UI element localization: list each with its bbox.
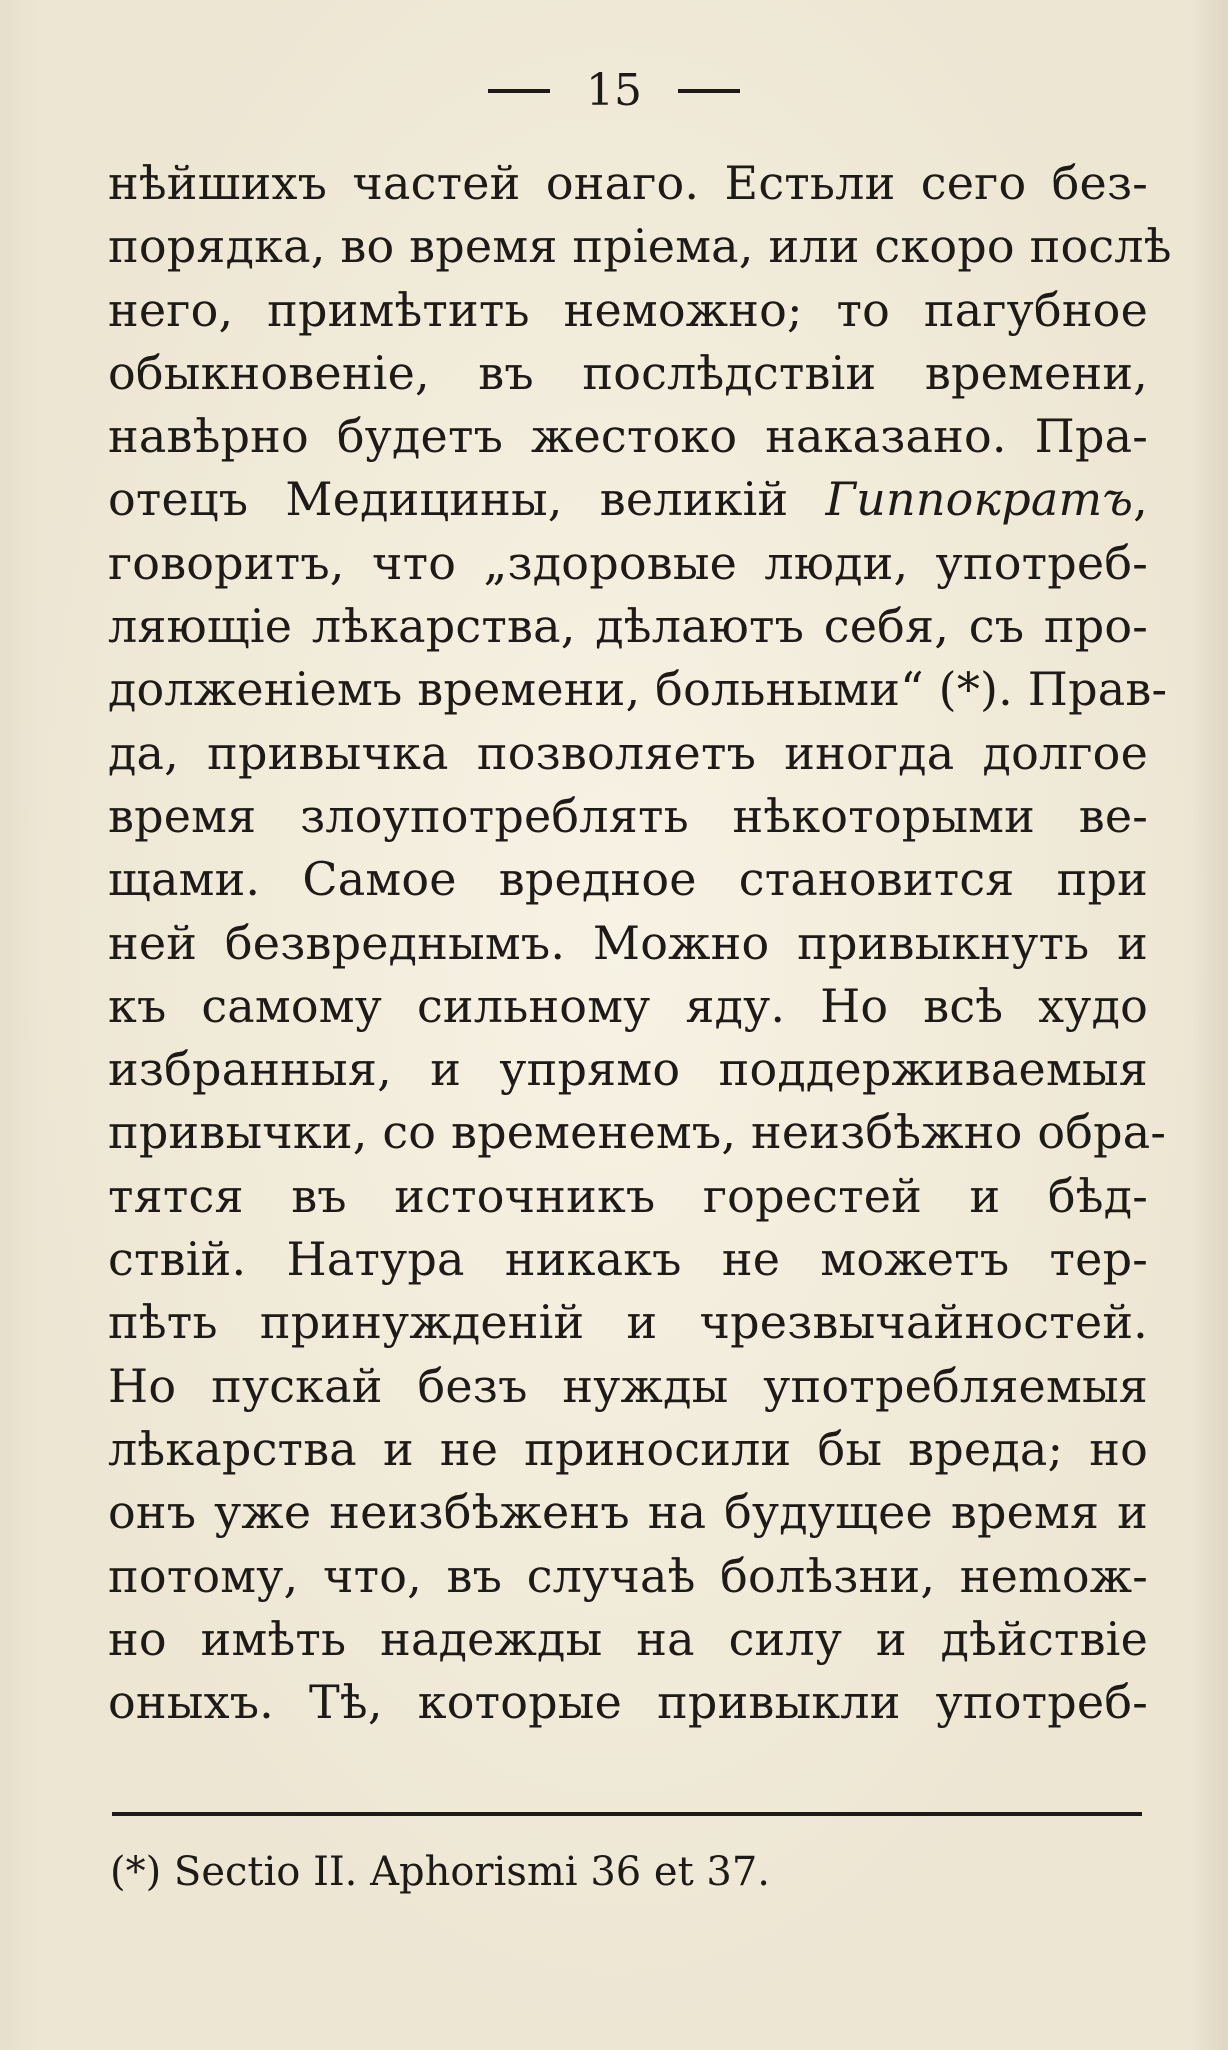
text-line: Но пускай безъ нужды употребляемыя — [108, 1358, 1148, 1413]
text-line: порядка, во время пріема, или скоро послѣ — [108, 219, 1172, 274]
text-line: потому, что, въ случаѣ болѣзни, неmож- — [108, 1548, 1148, 1603]
italic-suffix: , — [1133, 472, 1148, 527]
body-text — [108, 152, 1172, 1734]
text-line: тятся въ источникъ горестей и бѣд- — [108, 1168, 1148, 1223]
text-line: онъ уже неизбѣженъ на будущее время и — [108, 1485, 1148, 1540]
text-line: навѣрно будетъ жестоко наказано. Пра- — [108, 409, 1148, 464]
text-line: обыкновеніе, въ послѣдствіи времени, — [108, 345, 1148, 400]
text-line: къ самому сильному яду. Но всѣ худо — [108, 978, 1148, 1033]
text-line: лѣкарства и не приносили бы вреда; но — [108, 1421, 1148, 1476]
text-line: привычки, со временемъ, неизбѣжно обра- — [108, 1105, 1167, 1160]
text-line: но имѣть надежды на силу и дѣйствіе — [108, 1611, 1148, 1666]
text-line: говоритъ, что „здоровые люди, употреб- — [108, 535, 1148, 590]
text-line: ствій. Натура никакъ не можетъ тер- — [108, 1232, 1148, 1287]
text-line-with-name — [108, 468, 1148, 531]
text-line: нѣйшихъ частей онаго. Естьли сего без- — [108, 156, 1148, 210]
text-line: щами. Самое вредное становится при — [108, 852, 1148, 907]
footnote: (*) Sectio II. Aphorismi 36 et 37. — [110, 1849, 770, 1895]
text-line: него, примѣтить неможно; то пагубное — [108, 282, 1148, 337]
page-number: 15 — [586, 64, 642, 116]
footnote-divider — [112, 1812, 1142, 1816]
text-line: время злоупотреблять нѣкоторыми ве- — [108, 788, 1148, 843]
header-dash-right — [678, 89, 740, 93]
page-header — [0, 58, 1228, 121]
text-line: оныхъ. Тѣ, которые привыкли употреб- — [108, 1675, 1148, 1730]
text-line-prefix: отецъ Медицины, великій — [108, 472, 789, 527]
text-line: долженіемъ времени, больными“ (*). Прав- — [108, 662, 1168, 717]
text-line: ляющіе лѣкарства, дѣлаютъ себя, съ про- — [108, 599, 1148, 654]
text-line: избранныя, и упрямо поддерживаемыя — [108, 1042, 1148, 1097]
italic-name: Гиппократъ — [825, 472, 1134, 527]
text-line: да, привычка позволяетъ иногда долгое — [108, 725, 1148, 780]
text-line: пѣть принужденій и чрезвычайностей. — [108, 1295, 1148, 1350]
header-dash-left — [488, 89, 550, 93]
text-line: ней безвреднымъ. Можно привыкнуть и — [108, 915, 1148, 970]
